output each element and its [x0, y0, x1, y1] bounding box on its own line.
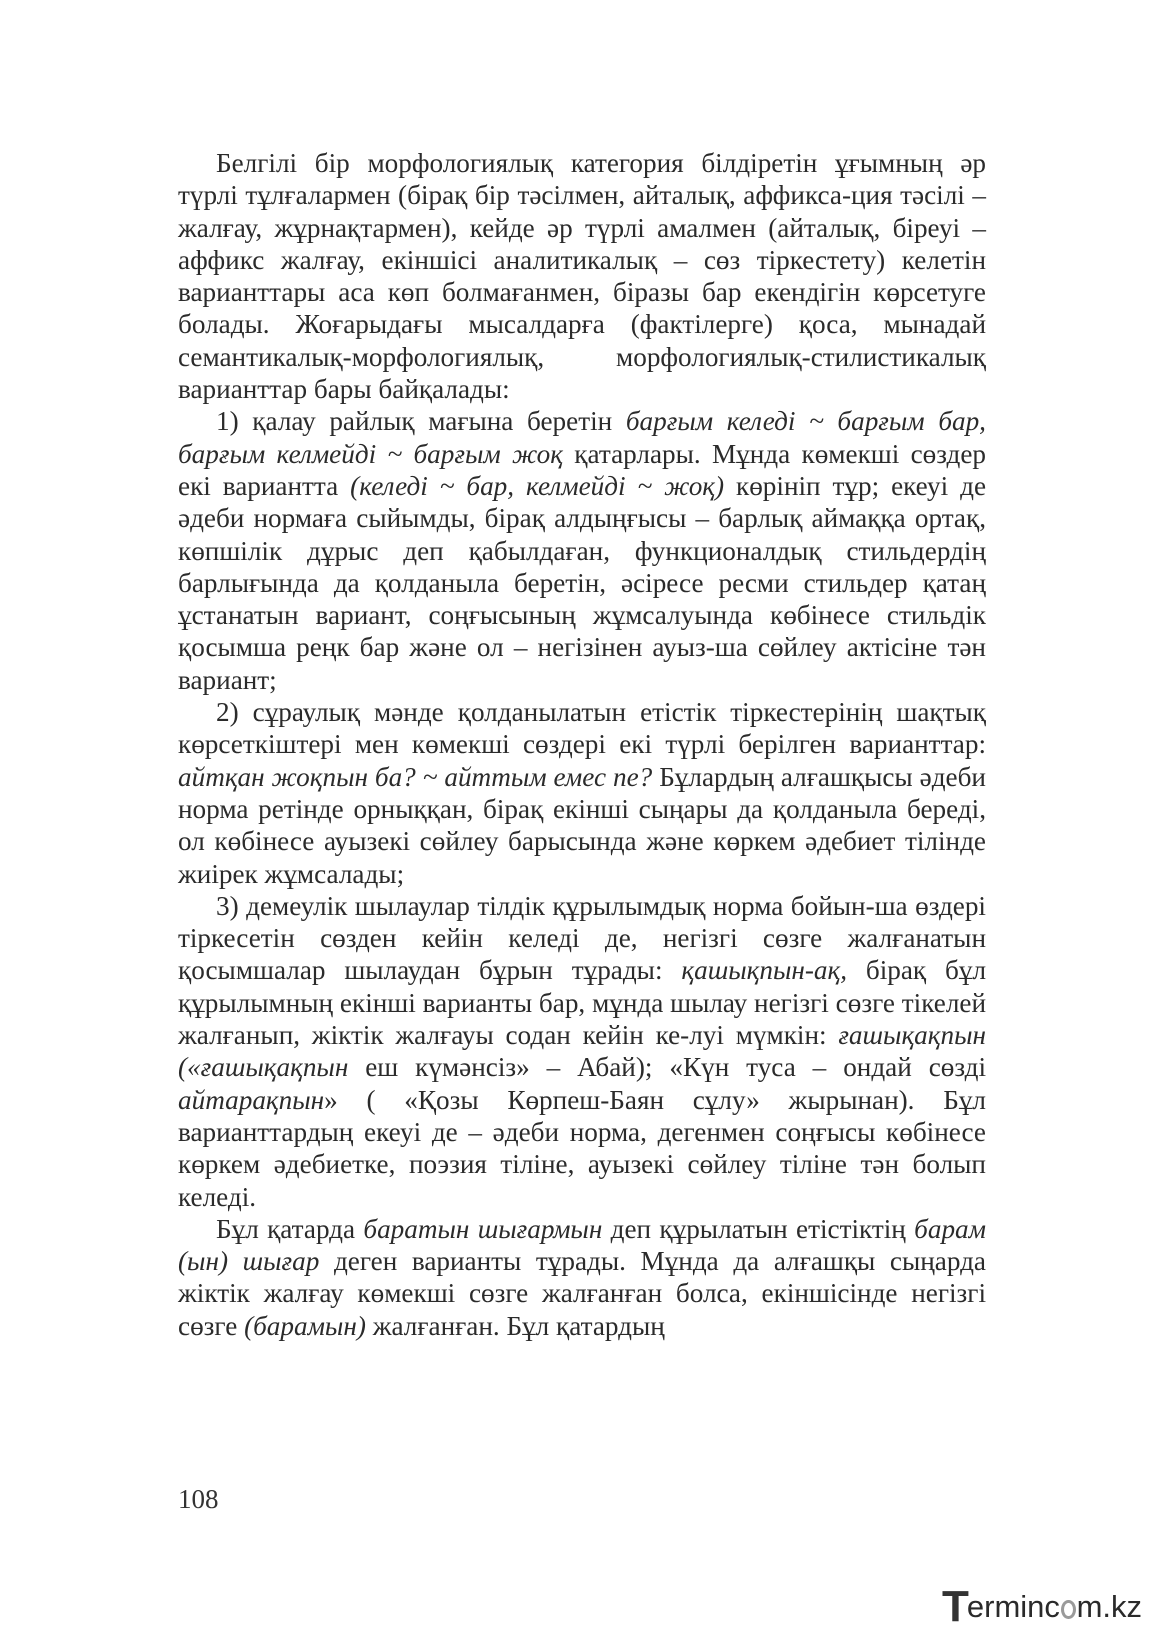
text-segment: деп құрылатын етістіктің: [602, 1213, 915, 1244]
example-italic-text: барам (ын) шығар: [178, 1213, 986, 1277]
example-italic-text: (барамын): [244, 1310, 366, 1341]
example-italic-text: (келеді ~ бар, келмейді ~ жоқ): [350, 470, 725, 501]
example-italic-text: айтқан жоқпын ба? ~ айттым емес пе?: [178, 761, 653, 792]
text-segment: көрініп тұр; екеуі де әдеби нормаға сыйымды, бірақ алдыңғысы – барлық аймаққа ортақ, көпшілік дұрыс деп қабылдаған, функционалдық стильдердің барлығында да қолданыла беретін, әсіресе ресми стильдер қатаң ұстанатын вариант, соңғысының жұмсалуында көбінесе стильдік қосымша реңк бар және ол – негізінен ауыз-ша сөйлеу актісіне тән вариант;: [178, 470, 987, 695]
example-italic-text: қашықпын-ақ,: [681, 955, 848, 986]
text-segment: қатарлары. Мұнда көмекші сөздер екі вариантта: [178, 438, 986, 501]
text-segment: Бұл қатарда: [216, 1213, 364, 1244]
example-italic-text: барғым келеді ~ барғым бар, барғым келмейді ~ барғым жоқ: [178, 406, 986, 469]
text-segment: » ( «Қозы Көрпеш-Баян сұлу» жырынан). Бұл варианттардың екеуі де – әдеби норма, дегенмен соңғысы көбінесе көркем әдебиетке, поэзия тіліне, ауызекі сөйлеу тіліне тән болып келеді.: [178, 1084, 986, 1212]
text-segment: деген варианты тұрады. Мұнда да алғашқы сыңарда жіктік жалғау көмекші сөзге жалғанған болса, екіншісінде негізгі сөзге: [178, 1246, 986, 1341]
text-segment: Белгілі бір морфологиялық категория білдіретін ұғымның әр түрлі тұлғалармен (бірақ бір тәсілмен, айталық, аффикса-ция тәсілі – жалғау, жұрнақтармен), кейде әр түрлі амалмен (айталық, біреуі – аффикс жалғау, екіншісі аналитикалық – сөз тіркестету) келетін варианттары аса көп болмағанмен, біразы бар екендігін көрсетуге болады. Жоғарыдағы мысалдарға (фактілерге) қоса, мынадай семантикалық-морфологиялық, морфологиялық-стилистикалық варианттар бары байқалады:: [178, 148, 986, 405]
text-segment: жалғанған. Бұл қатардың: [365, 1310, 665, 1341]
text-segment: 2) сұраулық мәнде қолданылатын етістік тіркестерінің шақтық көрсеткіштері мен көмекші сөздері екі түрлі берілген варианттар:: [178, 697, 986, 760]
site-watermark-logo: [942, 1582, 1142, 1631]
text-segment: еш күмәнсіз» – Абай); «Күн туса – ондай сөзді: [348, 1052, 986, 1083]
example-italic-text: ғашықақпын («ғашықақпын: [178, 1020, 986, 1083]
body-text: [178, 147, 986, 1342]
text-segment: 1) қалау райлық мағына беретін: [216, 406, 626, 437]
paragraph: [178, 405, 986, 696]
example-italic-text: айтарақпын: [178, 1084, 325, 1115]
paragraph: [178, 696, 986, 890]
paragraph: [178, 890, 986, 1213]
watermark-letter: T: [942, 1582, 969, 1631]
watermark-text-2: m.kz: [1076, 1589, 1142, 1624]
paragraph: [178, 1213, 986, 1342]
text-segment: 3) демеулік шылаулар тілдік құрылымдық норма бойын-ша өздері тіркесетін сөзден кейін келеді де, негізгі сөзге жалғанатын қосымшалар шылаудан бұрын тұрады:: [178, 890, 986, 986]
watermark-text-1: erminc: [966, 1589, 1060, 1624]
page-number: 108: [178, 1484, 219, 1514]
text-segment: бірақ бұл құрылымның екінші варианты бар, мұнда шылау негізгі сөзге тікелей жалғанып, жіктік жалғауы содан кейін ке-луі мүмкін:: [178, 955, 987, 1051]
text-segment: Бұлардың алғашқысы әдеби норма ретінде орныққан, бірақ екінші сыңары да қолданыла береді, ол көбінесе ауызекі сөйлеу барысында және көркем әдебиет тілінде жиірек жұмсалады;: [178, 761, 986, 889]
watermark-circle-icon: [1061, 1600, 1076, 1619]
example-italic-text: баратын шығармын: [363, 1213, 603, 1244]
paragraph: [178, 147, 986, 405]
